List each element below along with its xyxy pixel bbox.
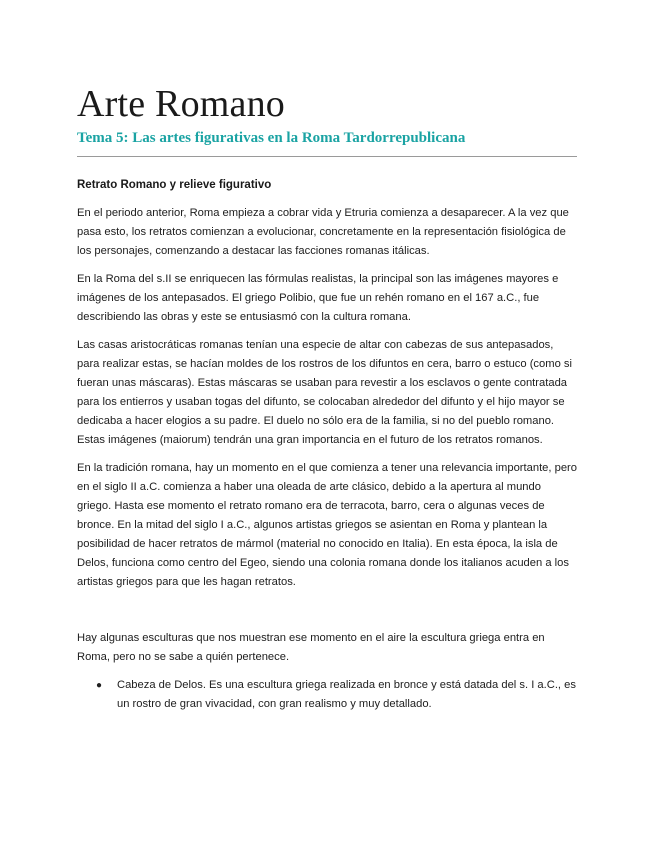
document-page: [77, 82, 577, 714]
paragraph-5: Hay algunas esculturas que nos muestran ese momento en el aire la escultura griega entra en Roma, pero no se sabe a quién pertenece.: [77, 632, 545, 663]
paragraph-1: En el periodo anterior, Roma empieza a cobrar vida y Etruria comienza a desaparecer. A la vez que pasa esto, los retratos comienzan a evolucionar, concretamente en la representación fisiológica de los personajes, comenzando a destacar las facciones romanas itálicas.: [77, 207, 569, 257]
title-divider: [77, 156, 577, 157]
bullet-icon: ●: [96, 680, 103, 691]
paragraph-3: Las casas aristocráticas romanas tenían una especie de altar con cabezas de sus antepasados, para realizar estas, se hacían moldes de los rostros de los difuntos en cera, barro o estuco (como si fueran unas máscaras). Estas máscaras se usaban para revestir a los esclavos o gente contratada para los entierros y usaban togas del difunto, se colocaban alrededor del difunto y el hijo mayor se dedicaba a hacer elogios a su padre. El duelo no sólo era de la familia, si no del pueblo romano. Estas imágenes (maiorum) tendrán una gran importancia en el futuro de los retratos romanos.: [77, 339, 572, 446]
list-item: [77, 676, 577, 714]
paragraph-4: En la tradición romana, hay un momento en el que comienza a tener una relevancia importante, pero en el siglo II a.C. comienza a haber una oleada de arte clásico, debido a la apertura al mundo griego. Hasta ese momento el retrato romano era de terracota, barro, cera o algunas veces de bronce. En la mitad del siglo I a.C., algunos artistas griegos se asientan en Roma y plantean la posibilidad de hacer retratos de mármol (material no conocido en Italia). En esta época, la isla de Delos, funciona como centro del Egeo, siendo una colonia romana donde los italianos acuden a los artistas griegos para que les hagan retratos.: [77, 462, 578, 588]
section-heading: Retrato Romano y relieve figurativo: [77, 179, 272, 191]
document-title: Arte Romano: [77, 83, 285, 125]
bullet-text: Cabeza de Delos. Es una escultura griega realizada en bronce y está datada del s. I a.C., es un rostro de gran vivacidad, con gran realismo y muy detallado.: [117, 679, 576, 710]
bullet-list: [77, 676, 577, 714]
paragraph-2: En la Roma del s.II se enriquecen las fórmulas realistas, la principal son las imágenes mayores e imágenes de los antepasados. El griego Polibio, que fue un rehén romano en el 167 a.C., fue describiendo las obras y este se entusiasmó con la cultura romana.: [77, 273, 559, 323]
document-subtitle: Tema 5: Las artes figurativas en la Roma Tardorrepublicana: [77, 130, 466, 146]
